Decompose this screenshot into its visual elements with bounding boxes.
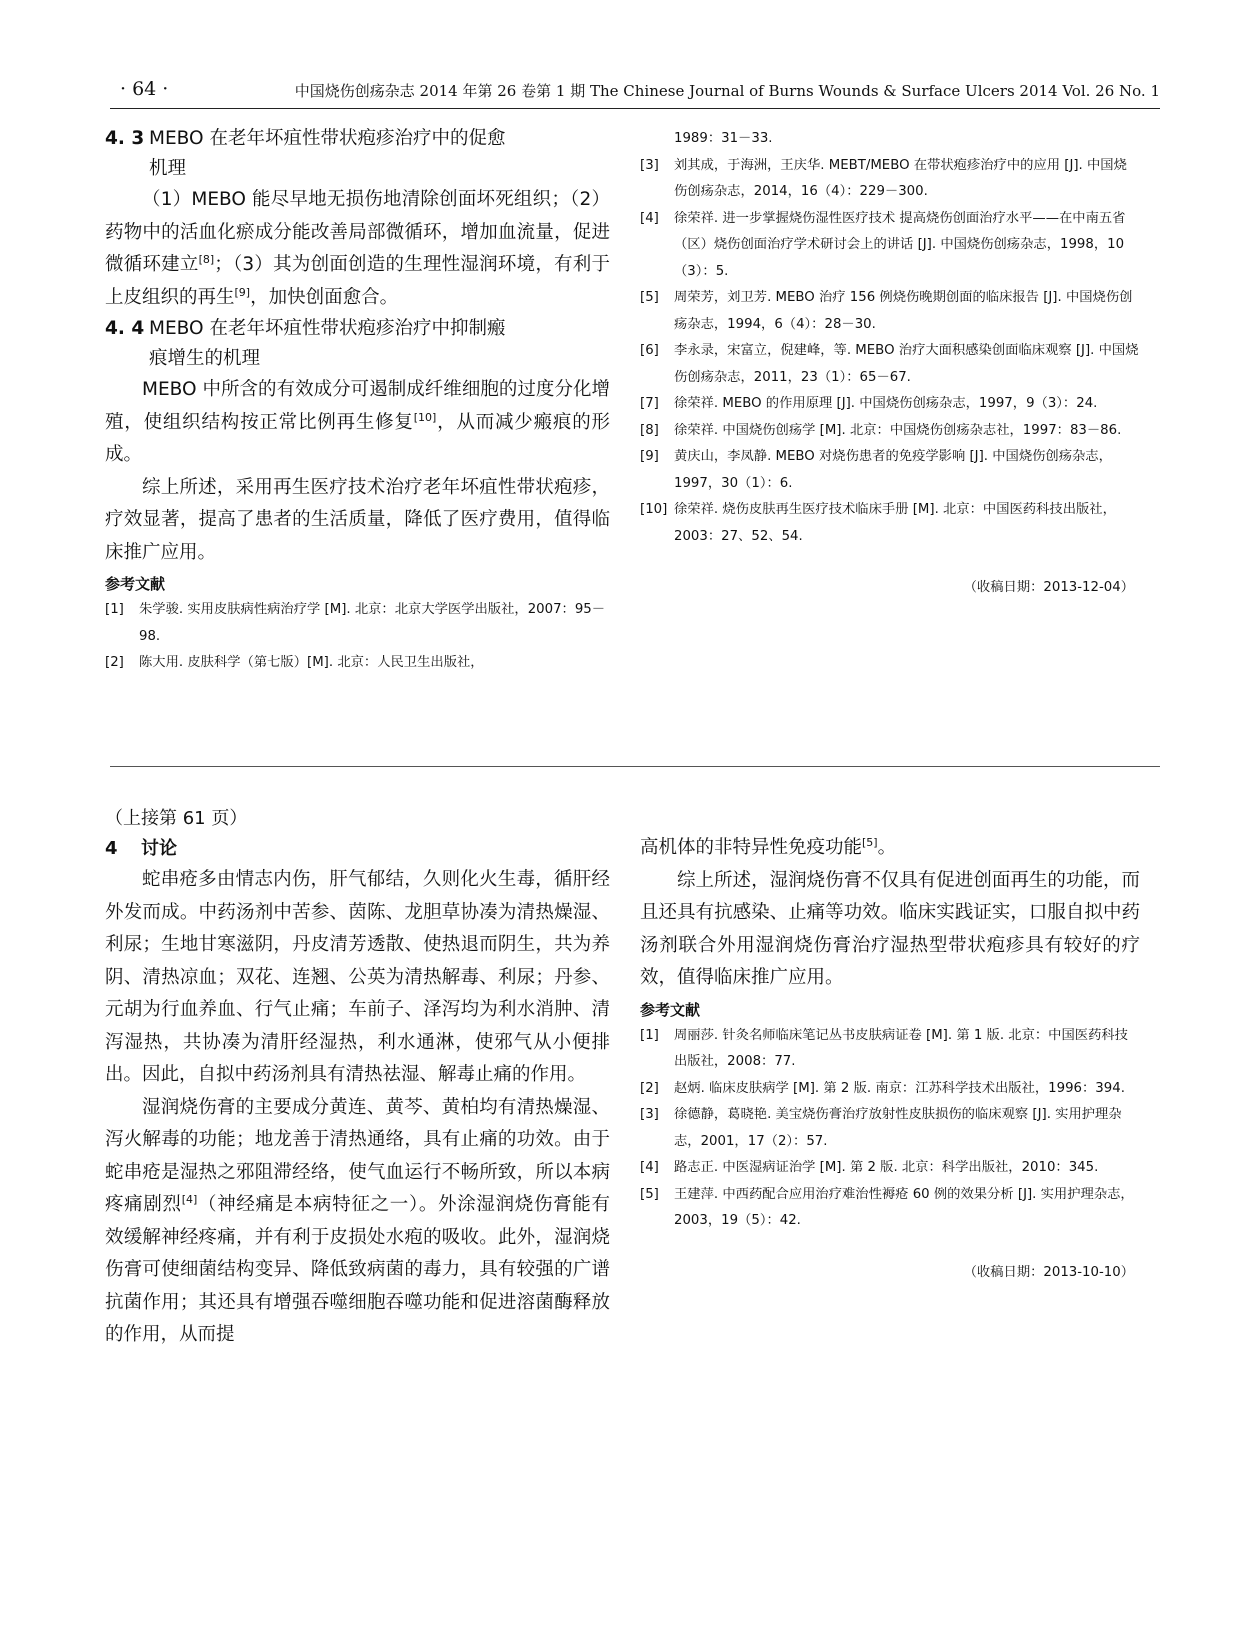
reference-number: [3] (640, 157, 659, 173)
reference-text: 朱学骏. 实用皮肤病性病治疗学 [M]. 北京：北京大学医学出版社，2007：95－98. (139, 602, 606, 644)
citation: [9] (234, 285, 251, 299)
reference-continuation (640, 126, 1140, 153)
reference-text: 徐荣祥. 中国烧伤创疡学 [M]. 北京：中国烧伤创疡杂志社，1997：83－86. (674, 422, 1122, 438)
reference-number: [9] (640, 449, 659, 464)
reference-item (640, 285, 1140, 338)
citation: [4] (181, 1192, 198, 1206)
reference-text: 徐荣祥. 进一步掌握烧伤湿性医疗技术 提高烧伤创面治疗水平——在中南五省（区）烧伤创面治疗学术研讨会上的讲话 [J]. 中国烧伤创疡杂志，1998，10（3）：5. (674, 210, 1126, 279)
section-title-line2: 痕增生的机理 (149, 348, 261, 369)
reference-item (640, 1155, 1140, 1182)
paragraph-text: ，从而减少瘢痕的形成。 (105, 411, 610, 465)
paragraph-text: 湿润烧伤膏的主要成分黄连、黄芩、黄柏均有清热燥湿、泻火解毒的功能；地龙善于清热通络，具有止痛的功效。由于蛇串疮是湿热之邪阻滞经络，使气血运行不畅所致，所以本病疼痛剧烈 (105, 1096, 610, 1215)
reference-text: 路志正. 中医湿病证治学 [M]. 第 2 版. 北京：科学出版社，2010：345. (674, 1160, 1099, 1175)
section-number: 4. 3 (105, 128, 145, 149)
reference-text: 1989：31－33. (674, 131, 773, 146)
reference-number: [10] (640, 502, 668, 517)
reference-number: [8] (640, 422, 659, 438)
top-right-column (640, 126, 1140, 595)
received-date: （收稿日期：2013-12-04） (963, 580, 1134, 595)
page-header (110, 78, 1160, 108)
reference-item (640, 1182, 1140, 1235)
references-title: 参考文献 (640, 1000, 701, 1019)
reference-number: [5] (640, 1186, 659, 1202)
bottom-right-column (640, 832, 1140, 1280)
reference-text: 刘其成，于海洲，王庆华. MEBT/MEBO 在带状疱疹治疗中的应用 [J]. 中国烧伤创疡杂志，2014，16（4）：229－300. (674, 157, 1127, 199)
reference-text: 徐荣祥. MEBO 的作用原理 [J]. 中国烧伤创疡杂志，1997，9（3）：24. (674, 396, 1098, 411)
top-left-column (105, 124, 610, 677)
paragraph-continuation (640, 832, 1140, 865)
reference-item (640, 206, 1140, 286)
paragraph (105, 184, 610, 314)
reference-item (640, 1102, 1140, 1155)
reference-number: [6] (640, 343, 659, 358)
received-date: （收稿日期：2013-10-10） (963, 1264, 1134, 1280)
section-title-line1: MEBO 在老年坏疽性带状疱疹治疗中的促愈 (149, 128, 506, 149)
page-number: · 64 · (120, 78, 169, 100)
reference-text: 黄庆山，李凤静. MEBO 对烧伤患者的免疫学影响 [J]. 中国烧伤创疡杂志，1997，30（1）：6. (674, 449, 1112, 491)
reference-text: 周荣芳，刘卫芳. MEBO 治疗 156 例烧伤晚期创面的临床报告 [J]. 中国烧伤创疡杂志，1994，6（4）：28－30. (674, 290, 1133, 332)
reference-item (640, 391, 1140, 418)
section-title-line1: MEBO 在老年坏疽性带状疱疹治疗中抑制瘢 (149, 318, 506, 339)
reference-number: [1] (105, 602, 124, 617)
paragraph: 蛇串疮多由情志内伤，肝气郁结，久则化火生毒，循肝经外发而成。中药汤剂中苦参、茵陈、龙胆草协凑为清热燥湿、利尿；生地甘寒滋阴，丹皮清芳透散、使热退而阴生，共为养阴、清热凉血；双花、连翘、公英为清热解毒、利尿；丹参、元胡为行血养血、行气止痛；车前子、泽泻均为利水消肿、清泻湿热，共协凑为清肝经湿热，利水通淋，使邪气从小便排出。因此，自拟中药汤剂具有清热祛湿、解毒止痛的作用。 (105, 869, 610, 1085)
section-heading-4-3 (105, 124, 610, 184)
reference-text: 徐荣祥. 烧伤皮肤再生医疗技术临床手册 [M]. 北京：中国医药科技出版社，2003：27、52、54. (674, 502, 1116, 544)
reference-item (640, 1076, 1140, 1103)
section-title: 讨论 (141, 838, 177, 859)
reference-item (640, 497, 1140, 550)
paragraph (105, 1092, 610, 1352)
reference-item (640, 338, 1140, 391)
reference-number: [1] (640, 1027, 659, 1043)
reference-item (105, 650, 610, 677)
paragraph-text: （1）MEBO 能尽早地无损伤地清除创面坏死组织；（2）药物中的活血化瘀成分能改善局部微循环，增加血流量，促进微循环建立 (105, 189, 610, 275)
reference-text: 陈大用. 皮肤科学（第七版）[M]. 北京：人民卫生出版社， (139, 655, 484, 670)
reference-text: 周丽莎. 针灸名师临床笔记丛书皮肤病证卷 [M]. 第 1 版. 北京：中国医药科技出版社，2008：77. (674, 1027, 1128, 1069)
continued-note: （上接第 61 页） (105, 808, 248, 829)
reference-text: 李永录，宋富立，倪建峰，等. MEBO 治疗大面积感染创面临床观察 [J]. 中国烧伤创疡杂志，2011，23（1）：65－67. (674, 343, 1139, 385)
summary-paragraph: 综上所述，采用再生医疗技术治疗老年坏疽性带状疱疹，疗效显著，提高了患者的生活质量，降低了医疗费用，值得临床推广应用。 (105, 476, 610, 563)
citation: [10] (413, 410, 437, 424)
reference-number: [2] (105, 655, 124, 670)
citation: [8] (198, 252, 215, 266)
article-divider (110, 766, 1160, 767)
reference-text: 徐德静，葛晓艳. 美宝烧伤膏治疗放射性皮肤损伤的临床观察 [J]. 实用护理杂志，2001，17（2）：57. (674, 1107, 1122, 1149)
header-rule (110, 108, 1160, 109)
reference-number: [7] (640, 396, 659, 411)
section-number: 4. 4 (105, 318, 145, 339)
paragraph-text: MEBO 中所含的有效成分可遏制成纤维细胞的过度分化增殖，使组织结构按正常比例再生修复 (105, 379, 610, 433)
paragraph (105, 374, 610, 472)
reference-text: 赵炳. 临床皮肤病学 [M]. 第 2 版. 南京：江苏科学技术出版社，1996：394. (674, 1080, 1125, 1096)
paragraph-text: ；（3）其为创面创造的生理性湿润环境，有利于上皮组织的再生 (105, 254, 610, 308)
reference-number: [3] (640, 1107, 659, 1122)
paragraph-text: 高机体的非特异性免疫功能 (640, 837, 863, 858)
reference-list (640, 1023, 1140, 1235)
bottom-left-column (105, 804, 610, 1352)
reference-number: [2] (640, 1080, 659, 1096)
reference-item (640, 1023, 1140, 1076)
reference-list (105, 597, 610, 677)
reference-item (640, 444, 1140, 497)
section-number: 4 (105, 838, 118, 859)
section-heading-4 (105, 834, 610, 864)
section-heading-4-4 (105, 314, 610, 374)
paragraph-text: 。 (877, 837, 897, 858)
summary-paragraph: 综上所述，湿润烧伤膏不仅具有促进创面再生的功能，而且还具有抗感染、止痛等功效。临床实践证实，口服自拟中药汤剂联合外用湿润烧伤膏治疗湿热型带状疱疹具有较好的疗效，值得临床推广应用。 (640, 869, 1140, 988)
journal-title: 中国烧伤创疡杂志 2014 年第 26 卷第 1 期 The Chinese Journal of Burns Wounds & Surface Ulcers 2014 Vol. 26 No. 1 (294, 82, 1160, 100)
reference-number: [4] (640, 1160, 659, 1175)
paragraph-text: ，加快创面愈合。 (250, 286, 399, 308)
reference-text: 王建萍. 中西药配合应用治疗难治性褥疮 60 例的效果分析 [J]. 实用护理杂志，2003，19（5）：42. (674, 1186, 1134, 1228)
paragraph-text: （神经痛是本病特征之一）。外涂湿润烧伤膏能有效缓解神经疼痛，并有利于皮损处水疱的吸收。此外，湿润烧伤膏可使细菌结构变异、降低致病菌的毒力，具有较强的广谱抗菌作用；其还具有增强吞噬细胞吞噬功能和促进溶菌酶释放的作用，从而提 (105, 1194, 610, 1345)
reference-list (640, 126, 1140, 550)
section-title-line2: 机理 (149, 158, 187, 179)
references-title: 参考文献 (105, 575, 166, 593)
reference-number: [5] (640, 290, 659, 305)
reference-item (640, 418, 1140, 445)
reference-item (640, 153, 1140, 206)
reference-number: [4] (640, 210, 659, 226)
citation: [5] (862, 835, 878, 849)
reference-item (105, 597, 610, 650)
